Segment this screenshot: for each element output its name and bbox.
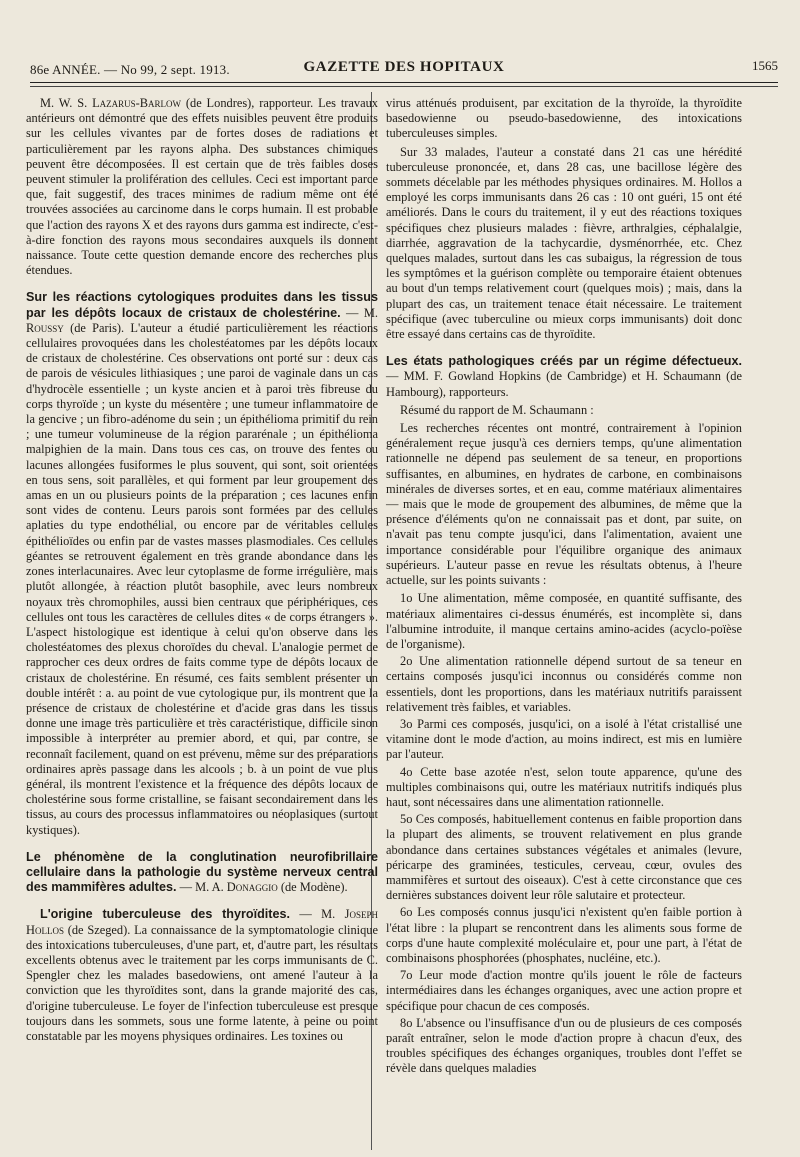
- article-paragraph: Le phénomène de la conglutination neurofibrillaire cellulaire dans la pathologie du système nerveux central des mammifères adultes. — M. A. Donaggio (de Modène).: [26, 849, 378, 895]
- list-item: 6o Les composés connus jusqu'ici n'existent qu'en faible portion à l'état libre : la plupart se rencontrent dans les aliments sous forme de corps d'une haute complexité moléculaire et, pour une part, à l'état de combinaisons phosphorées (phosphates, nucléine, etc.).: [386, 905, 742, 965]
- right-column: [386, 96, 742, 1079]
- article-author: M. Joseph Hollos: [26, 907, 378, 937]
- article-paragraph: Sur les réactions cytologiques produites dans les tissus par les dépôts locaux de cristaux de cholestérine. — M. Roussy (de Paris). L'auteur a étudié particulièrement les réactions cellulaires provoquées dans les cholestéatomes par les dépôts locaux de cristaux de cholestérine. Ces observations ont porté sur : deux cas de parois de vésicules lithiasiques ; une paroi de vaginale dans un cas d'hydrocèle essentielle ; un kyste ancien et à paroi très fibreuse du corps thyroïde ; un kyste du mésentère ; une tumeur inflammatoire de la gencive ; un fibro-adénome du sein ; un épithélioma primitif du rein ; une tumeur volumineuse de la région pararénale ; un épithélioma malpighien de la main. Dans tous ces cas, on trouve des fentes ou lacunes allongées fusiformes le plus souvent, qui sont, soit orientées en tous sens, soit parallèles, et qui forment par leur groupement des amas en un ou plusieurs points de la préparation ; ces lacunes enfin sont vides de contenu. Leurs parois sont formées par des cellules aplaties du type endothélial, ou encore par de véritables cellules épithélioïdes ou enfin par de vastes masses plasmodiales. Ces cellules géantes se retrouvent également en très grande abondance dans les zones interlacunaires. Avec leur cytoplasme de forme irrégulière, mais plutôt allongée, à réaction plutôt basophile, avec leurs nombreux noyaux très chromophiles, aussi bien centraux que périphériques, ces cellules ont tous les caractères de cellules dites « de corps étrangers ». L'aspect histologique est identique à celui qu'on observe dans les cholestéatomes des plexus choroïdes du cheval. L'analogie permet de rapprocher ces deux ordres de faits comme type de dépôts locaux de cristaux de cholestérine. En résumé, ces faits semblent présenter un double intérêt : a. au point de vue cytologique pur, ils montrent que la présence de cristaux de cholestérine et d'acide gras dans les tissus donne une image très particulière et très caractéristique, difficile sinon impossible à interpréter au premier abord, et qui, par contre, se reconnaît facilement, quand on est prévenu, même sur des préparations ordinaires après passage dans les alcools ; b. à un point de vue plus général, ils montrent l'existence et la fréquence des dépôts locaux de cholestérine sous forme cristalline, se faisant secondairement dans les tissus, au cours des processus inflammatoires ou néoplasiques (surtout kystiques).: [26, 290, 378, 837]
- list-item: 3o Parmi ces composés, jusqu'ici, on a isolé à l'état cristallisé une vitamine dont le mode d'action, au moins indirect, est mis en lumière par l'auteur.: [386, 716, 742, 762]
- article-conglutination: [26, 850, 378, 896]
- header-rule-thin: [30, 86, 778, 87]
- article-heading: Le phénomène de la conglutination neurofibrillaire cellulaire dans la pathologie du système nerveux central des mammifères adultes.: [26, 849, 378, 895]
- article-paragraph: [386, 354, 742, 400]
- intro-text: (de Londres), rapporteur. Les travaux antérieurs ont démontré que des effets nuisibles peuvent être produits sur les cellules vivantes par de fortes doses de radiations et particulièrement par les rayons alpha. Des substances chimiques peuvent être décomposées. Il est certain que de très faibles doses peuvent stimuler la prolifération des cellules. Ceci est important parce que, fait suggestif, des traces minimes de radium même ont été trouvées associées au carcinome dans le corps humain. Il est probable que l'action des rayons X et des rayons durs gamma est indirecte, c'est-à-dire fonction des rayons mous secondaires auxquels ils donnent naissance. Toute cette question demande encore des recherches plus étendues.: [26, 96, 378, 278]
- article-regime: [386, 354, 742, 1076]
- intro-paragraph: Les recherches récentes ont montré, contrairement à l'opinion généralement reçue jusqu'à ces derniers temps, qu'une alimentation rationnelle ne dépend pas seulement de sa teneur, en proportions suffisantes, en albumines, en hydrates de carbone, en combinaisons minérales de diverses sortes, et en eau, comme matériaux alimentaires — mais que le mode de groupement des albumines, de même que la présence d'éléments qu'on ne connaissait pas et dont, par suite, on n'avait pas tenu compte jusqu'ici, dans l'alimentation, avaient une importance considérable pour l'équilibre organique des animaux supérieurs. L'auteur passe en revue les résultats obtenus, à l'heure actuelle, sur les points suivants :: [386, 421, 742, 588]
- list-item: 8o L'absence ou l'insuffisance d'un ou de plusieurs de ces composés paraît entraîner, selon le mode d'action propre à chacun d'eux, des troubles spécifiques des échanges organiques, troubles dont l'effet se révèle dans quelques maladies: [386, 1015, 742, 1076]
- page-number: 1565: [752, 58, 778, 73]
- issue-info: 86e ANNÉE. — No 99, 2 sept. 1913.: [30, 62, 230, 77]
- results-paragraph: Sur 33 malades, l'auteur a constaté dans 21 cas une hérédité tuberculeuse prononcée, et, dans 28 cas, une bacillose légère des sommets décelable par les méthodes physiques ordinaires. M. Hollos a employé les corps immunisants dans 26 cas : 10 ont guéri, 15 ont été améliorés. Dans le cours du traitement, il y eut des réactions toxiques spécifiques chez plusieurs malades : fièvre, arthralgies, céphalalgie, diarrhée, aggravation de la tachycardie, dysménorrhée, etc. Chez quelques malades, surtout dans les cas subaigus, la régression de tous les symptômes et la guérison complète ou temporaire étaient obtenues au bout d'un temps relativement court (quelques mois) ; mais, dans la plupart des cas, un traitement tenace était nécessaire. Le traitement spécifique (avec tuberculine ou mieux corps immunisants) doit donc être essayé dans certains cas de thyroïdite.: [386, 144, 742, 342]
- page-header: [30, 58, 778, 80]
- article-heading: Les états pathologiques créés par un régime défectueux.: [386, 354, 742, 369]
- article-text: (de Szeged). La connaissance de la symptomatologie clinique des intoxications tuberculeuses, d'une part, et, d'autre part, les résultats excellents obtenus avec le traitement par les corps immunisants de C. Spengler chez les malades basedowiens, ont amené l'auteur à la conviction que les thyroïdites sont, dans la grande majorité des cas, d'origine tuberculeuse. Le foyer de l'infection tuberculeuse est presque toujours dans les sommets, sous une forme latente, à peine ou point constatable par les moyens physiques ordinaires. Les toxines ou: [26, 922, 378, 1043]
- list-item: 1o Une alimentation, même composée, en quantité suffisante, des matériaux alimentaires ci-dessus énumérés, est incomplète si, dans l'albumine introduite, il manque certains amino-acides (acyclo-poïèse de l'organisme).: [386, 591, 742, 651]
- article-authors: — MM. F. Gowland Hopkins (de Cambridge) et H. Schaumann (de Hambourg), rapporteurs.: [386, 369, 742, 399]
- resume-line: Résumé du rapport de M. Schaumann :: [400, 402, 594, 417]
- intro-author: M. W. S. Lazarus-Barlow: [40, 96, 182, 110]
- article-thyroidites: [26, 907, 378, 1044]
- article-paragraph: L'origine tuberculeuse des thyroïdites. — M. Joseph Hollos (de Szeged). La connaissance de la symptomatologie clinique des intoxications tuberculeuses, d'une part, et, d'autre part, les résultats excellents obtenus avec le traitement par les corps immunisants de C. Spengler chez les malades basedowiens, ont amené l'auteur à la conviction que les thyroïdites sont, dans la grande majorité des cas, d'origine tuberculeuse. Le foyer de l'infection tuberculeuse est presque toujours dans les sommets, sous une forme latente, à peine ou point constatable par les moyens physiques ordinaires. Les toxines ou: [26, 907, 378, 1043]
- continued-paragraph: virus atténués produisent, par excitation de la thyroïde, la thyroïdite basedowienne ou pseudo-basedowienne, des intoxications tuberculeuses simples.: [386, 96, 742, 141]
- article-heading: L'origine tuberculeuse des thyroïdites.: [40, 907, 290, 922]
- left-column: [26, 96, 378, 1047]
- article-heading: Sur les réactions cytologiques produites dans les tissus par les dépôts locaux de cristaux de cholestérine.: [26, 290, 378, 320]
- article-text: (de Modène).: [280, 880, 348, 895]
- article-cholesterine: [26, 290, 378, 837]
- list-item: 2o Une alimentation rationnelle dépend surtout de sa teneur en certains composés jusqu'ici inconnus ou considérés comme non essentiels, dont les proportions, dans les matériaux nutritifs paraissent relativement très faibles, et variables.: [386, 654, 742, 714]
- journal-title: GAZETTE DES HOPITAUX: [303, 59, 505, 75]
- intro-paragraph: [26, 96, 378, 278]
- list-item: 5o Ces composés, habituellement contenus en faible proportion dans la plupart des aliments, se trouvent relativement en plus grande abondance dans certaines substances végétales et animales (levure, péricarpe des graminées, testicules, cerveau, cœur, ovules des mammifères et surtout des oiseaux). C'est à cette circonstance que ces dernières substances doivent leur rôle salutaire et protecteur.: [386, 812, 742, 903]
- list-item: 7o Leur mode d'action montre qu'ils jouent le rôle de facteurs intermédiaires dans les échanges organiques, avec une action propre et spécifique pour chacun de ces composés.: [386, 968, 742, 1013]
- list-item: 4o Cette base azotée n'est, selon toute apparence, qu'une des multiples combinaisons qui, outre les matériaux nutritifs indiqués plus haut, sont nécessaires dans une alimentation rationnelle.: [386, 764, 742, 809]
- article-author: M. Roussy: [26, 305, 378, 335]
- header-rule: [30, 82, 778, 83]
- article-author: M. A. Donaggio: [195, 880, 278, 895]
- article-text: (de Paris). L'auteur a étudié particulièrement les réactions cellulaires provoquées dans les cholestéatomes par les dépôts locaux de cristaux de cholestérine. Ces observations ont porté sur : deux cas de parois de vésicules lithiasiques ; une paroi de vaginale dans un cas d'hydrocèle essentielle ; un kyste ancien et à paroi très fibreuse du corps thyroïde ; un kyste du mésentère ; une tumeur inflammatoire de la gencive ; un fibro-adénome du sein ; un épithélioma primitif du rein ; une tumeur volumineuse de la région pararénale ; un épithélioma malpighien de la main. Dans tous ces cas, on trouve des fentes ou lacunes allongées fusiformes le plus souvent, qui sont, soit orientées en tous sens, soit parallèles, et qui forment par leur groupement des amas en un ou plusieurs points de la préparation ; ces lacunes enfin sont vides de contenu. Leurs parois sont formées par des cellules aplaties du type endothélial, ou encore par de véritables cellules épithélioïdes ou enfin par de vastes masses plasmodiales. Ces cellules géantes se retrouvent également en très grande abondance dans les zones interlacunaires. Avec leur cytoplasme de forme irrégulière, mais plutôt allongée, à réaction plutôt basophile, avec leurs nombreux noyaux très chromophiles, aussi bien centraux que périphériques, ces cellules ont tous les caractères de cellules dites « de corps étrangers ». L'aspect histologique est identique à celui qu'on observe dans les cholestéatomes des plexus choroïdes du cheval. L'analogie permet de rapprocher ces deux ordres de faits comme type de dépôts locaux de cristaux de cholestérine. En résumé, ces faits semblent présenter un double intérêt : a. au point de vue cytologique pur, ils montrent que la présence de cristaux de cholestérine et d'acide gras dans les tissus donne une image très particulière et très caractéristique, difficile sinon impossible à interpréter au premier abord, et qui, par contre, se reconnaît facilement, quand on est prévenu, même sur des préparations ordinaires après passage dans les alcools ; b. à un point de vue plus général, ils montrent l'existence et la fréquence des dépôts locaux de cholestérine sous forme cristalline, se faisant secondairement dans les tissus, au cours des processus inflammatoires ou néoplasiques (surtout kystiques).: [26, 320, 378, 837]
